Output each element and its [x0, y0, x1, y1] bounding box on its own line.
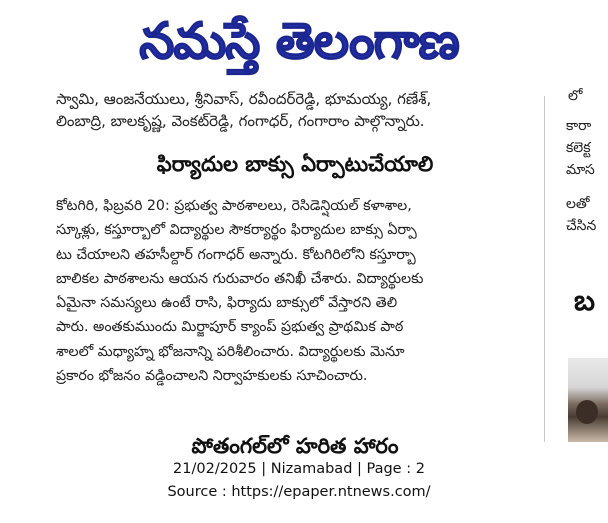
main-column — [48, 90, 542, 458]
side-cut-text: లో — [568, 88, 583, 104]
article-body — [56, 194, 538, 388]
footer — [0, 458, 598, 504]
body-line: టు చేయాలని తహసీల్దార్ గంగాధర్ అన్నారు. కోటగిరిలోని కస్తూర్బా — [56, 246, 416, 263]
footer-date-edition: 21/02/2025 | Nizamabad | Page : 2 — [173, 461, 425, 477]
side-text-line: లతో — [566, 196, 590, 212]
article-headline: ఫిర్యాదుల బాక్సు ఏర్పాటుచేయాలి — [156, 152, 434, 176]
column-divider — [544, 96, 545, 442]
side-column — [548, 88, 598, 442]
side-text-line: మాస — [566, 162, 595, 178]
side-text-line: చేసిన — [566, 218, 597, 234]
side-text-line: కలెక్ట — [566, 140, 591, 156]
body-line: బాలికల పాఠశాలను ఆయన గురువారం తనిఖీ చేశారు. విద్యార్థులకు — [56, 270, 424, 287]
body-line: ప్రకారం భోజనం వడ్డించాలని నిర్వాహకులకు సూచించారు. — [56, 368, 368, 385]
newspaper-logo: నమస్తే తెలంగాణ — [139, 12, 459, 70]
body-line: ఏమైనా సమస్యలు ఉంటే రాసి, ఫిర్యాదు బాక్సులో వేస్తారని తెలి — [56, 295, 398, 312]
body-line: శాలలో మధ్యాహ్న భోజనాన్ని పరిశీలించారు. విద్యార్థులకు మెనూ — [56, 343, 405, 360]
article-clipping — [48, 88, 598, 458]
person-photo-icon — [576, 400, 598, 424]
side-headline-glyph: బ — [574, 284, 596, 317]
next-article-headline-cut: పోతంగల్‌లో హరిత హారం — [191, 434, 399, 458]
footer-source: Source : https://epaper.ntnews.com/ — [167, 484, 431, 500]
body-line: పారు. అంతకుముందు మిర్జాపూర్ క్యాంప్ ప్రభుత్వ ప్రాథమిక పాఠ — [56, 319, 404, 336]
previous-article-cut-line: స్వామి, ఆంజనేయులు, శ్రీనివాస్, రవీందర్‌రెడ్డి, భూమయ్య, గణేశ్, — [56, 90, 432, 108]
side-text-line: కారా — [566, 118, 592, 134]
previous-article-last-line: లింబాద్రి, బాలకృష్ణ, వెంకట్‌రెడ్డి, గంగాధర్, గంగారాం పాల్గొన్నారు. — [56, 112, 425, 130]
body-line: స్కూళ్లు, కస్తూర్బాలో విద్యార్థుల సౌకర్యార్థం ఫిర్యాదుల బాక్సు ఏర్పా — [56, 222, 417, 239]
side-photo — [568, 358, 608, 442]
body-line: కోటగిరి, ఫిబ్రవరి 20: ప్రభుత్వ పాఠశాలలు, రెసిడెన్షియల్ కళాశాల, — [56, 198, 412, 214]
masthead — [0, 0, 598, 86]
